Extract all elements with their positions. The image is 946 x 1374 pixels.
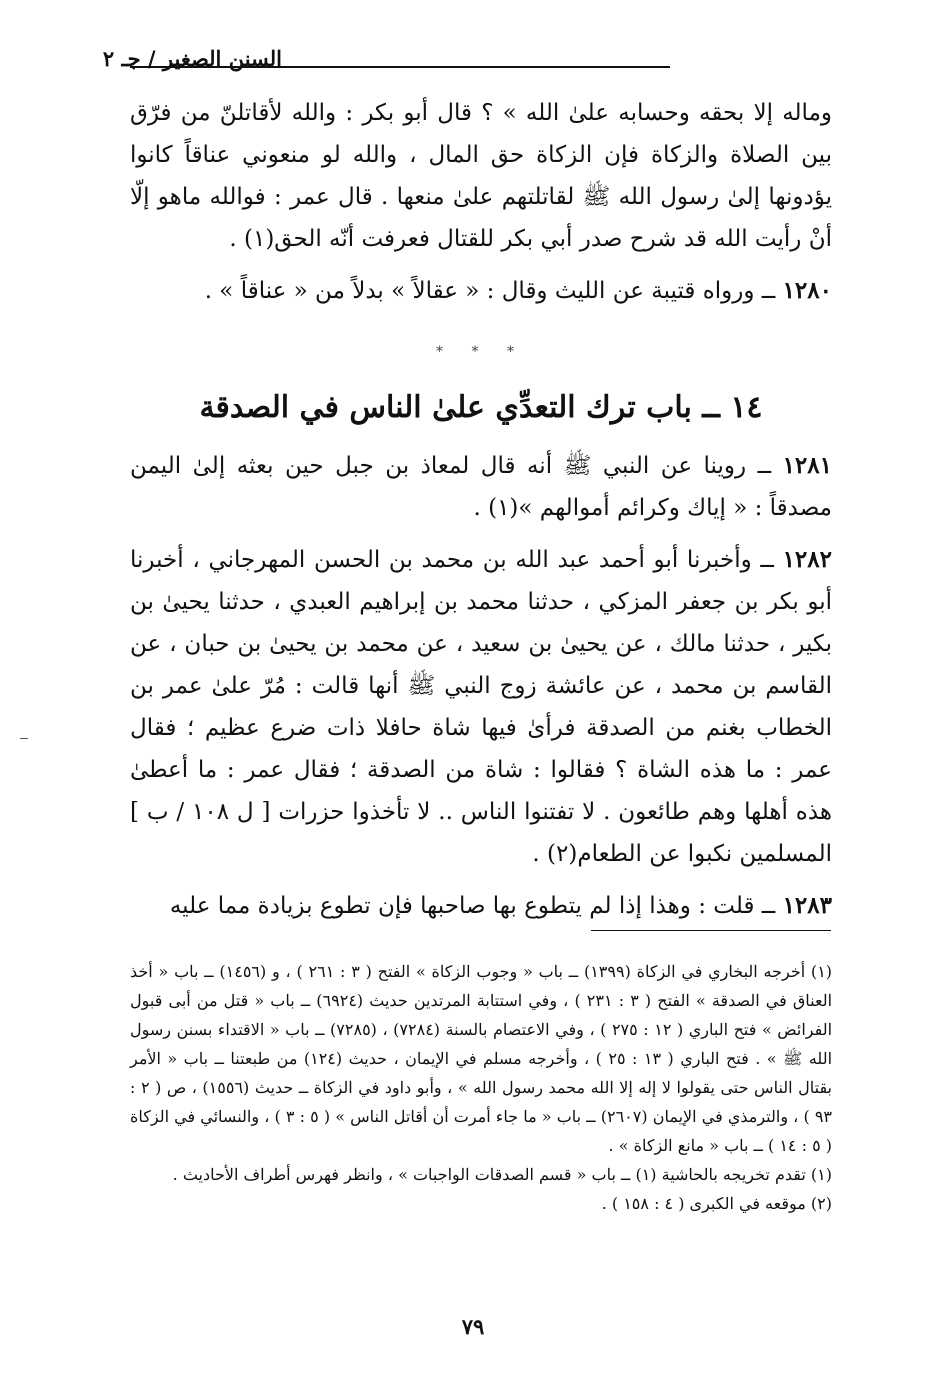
hadith-1280 <box>130 270 832 312</box>
footnote: (٢) موقعه في الكبرى ( ٤ : ١٥٨ ) . <box>601 1194 832 1213</box>
footnote: (١) تقدم تخريجه بالحاشية (١) ــ باب « قسم الصدقات الواجبات » ، وانظر فهرس أطراف الأحاديث . <box>172 1165 832 1184</box>
hadith-1283 <box>130 885 832 927</box>
page-number: ٧٩ <box>461 1314 485 1339</box>
footnote: (١) أخرجه البخاري في الزكاة (١٣٩٩) ــ باب « وجوب الزكاة » الفتح ( ٣ : ٢٦١ ) ، و (١٤٥٦) ــ باب « أخذ العناق في الصدقة » الفتح ( ٣ : ٢٣١ ) ، وفي استتابة المرتدين حديث (٦٩٢٤) ــ باب « قتل من أبى قبول الفرائض » فتح الباري ( ١٢ : ٢٧٥ ) ، وفي الاعتصام بالسنة (٧٢٨٤) ، (٧٢٨٥) ــ باب « الاقتداء بسنن رسول الله ﷺ » . فتح الباري ( ١٣ : ٢٥ ) ، وأخرجه مسلم في الإيمان ، حديث (١٢٤) من طبعتنا ــ باب « الأمر بقتال الناس حتى يقولوا لا إله إلا الله محمد رسول الله » ، وأبو داود في الزكاة ــ حديث (١٥٥٦) ، ص ( ٢ : ٩٣ ) ، والترمذي في الإيمان (٢٦٠٧) ــ باب « ما جاء أمرت أن أقاتل الناس » ( ٥ : ٣ ) ، والنسائي في الزكاة ( ٥ : ١٤ ) ــ باب « مانع الزكاة » . <box>130 962 833 1155</box>
hadith-number: ١٢٨١ <box>782 452 832 479</box>
main-text <box>130 92 832 937</box>
paragraph-continuation: وماله إلا بحقه وحسابه علىٰ الله » ؟ قال أبو بكر : والله لأقاتلنّ من فرّق بين الصلاة والزكاة فإن الزكاة حق المال ، والله لو منعوني عناقاً كانوا يؤدونها إلىٰ رسول الله ﷺ لقاتلتهم علىٰ منعها . قال عمر : فوالله ماهو إلّا أنْ رأيت الله قد شرح صدر أبي بكر للقتال فعرفت أنّه الحق(١) . <box>130 100 832 252</box>
margin-mark <box>20 738 28 739</box>
running-header <box>102 42 830 76</box>
hadith-text: ــ روينا عن النبي ﷺ أنه قال لمعاذ بن جبل حين بعثه إلىٰ اليمن مصدقاً : « إياك وكرائم أموالهم »(١) . <box>130 453 832 521</box>
header-rule <box>130 66 670 68</box>
header-title: السنن الصغير / جـ ٢ <box>102 46 282 71</box>
footnote-rule <box>591 930 831 931</box>
hadith-number: ١٢٨٣ <box>782 892 832 919</box>
chapter-title: ١٤ ــ باب ترك التعدِّي علىٰ الناس في الصدقة <box>199 390 763 425</box>
hadith-text: ــ وأخبرنا أبو أحمد عبد الله بن محمد بن الحسن المهرجاني ، أخبرنا أبو بكر بن جعفر المزكي ، حدثنا محمد بن إبراهيم العبدي ، حدثنا يحيىٰ بن بكير ، حدثنا مالك ، عن يحيىٰ بن سعيد ، عن محمد بن يحيىٰ بن حبان ، عن القاسم بن محمد ، عن عائشة زوج النبي ﷺ أنها قالت : مُرّ علىٰ عمر بن الخطاب بغنم من الصدقة فرأىٰ فيها شاة حافلا ذات ضرع عظيم ؛ فقال عمر : ما هذه الشاة ؟ فقالوا : شاة من الصدقة ؛ فقال عمر : ما أعطىٰ هذه أهلها وهم طائعون . لا تفتنوا الناس .. لا تأخذوا حزرات [ ل ١٠٨ / ب ] المسلمين نكبوا عن الطعام(٢) . <box>130 547 832 867</box>
hadith-number: ١٢٨٠ <box>782 277 832 304</box>
hadith-1282 <box>130 539 832 875</box>
hadith-text: ــ قلت : وهذا إذا لم يتطوع بها صاحبها فإن تطوع بزيادة مما عليه <box>169 893 776 919</box>
hadith-text: ــ ورواه قتيبة عن الليث وقال : « عقالاً » بدلاً من « عناقاً » . <box>204 278 776 304</box>
footnotes <box>130 957 832 1218</box>
hadith-1281 <box>130 445 832 529</box>
hadith-number: ١٢٨٢ <box>782 546 832 573</box>
section-separator: * * * <box>436 344 526 360</box>
